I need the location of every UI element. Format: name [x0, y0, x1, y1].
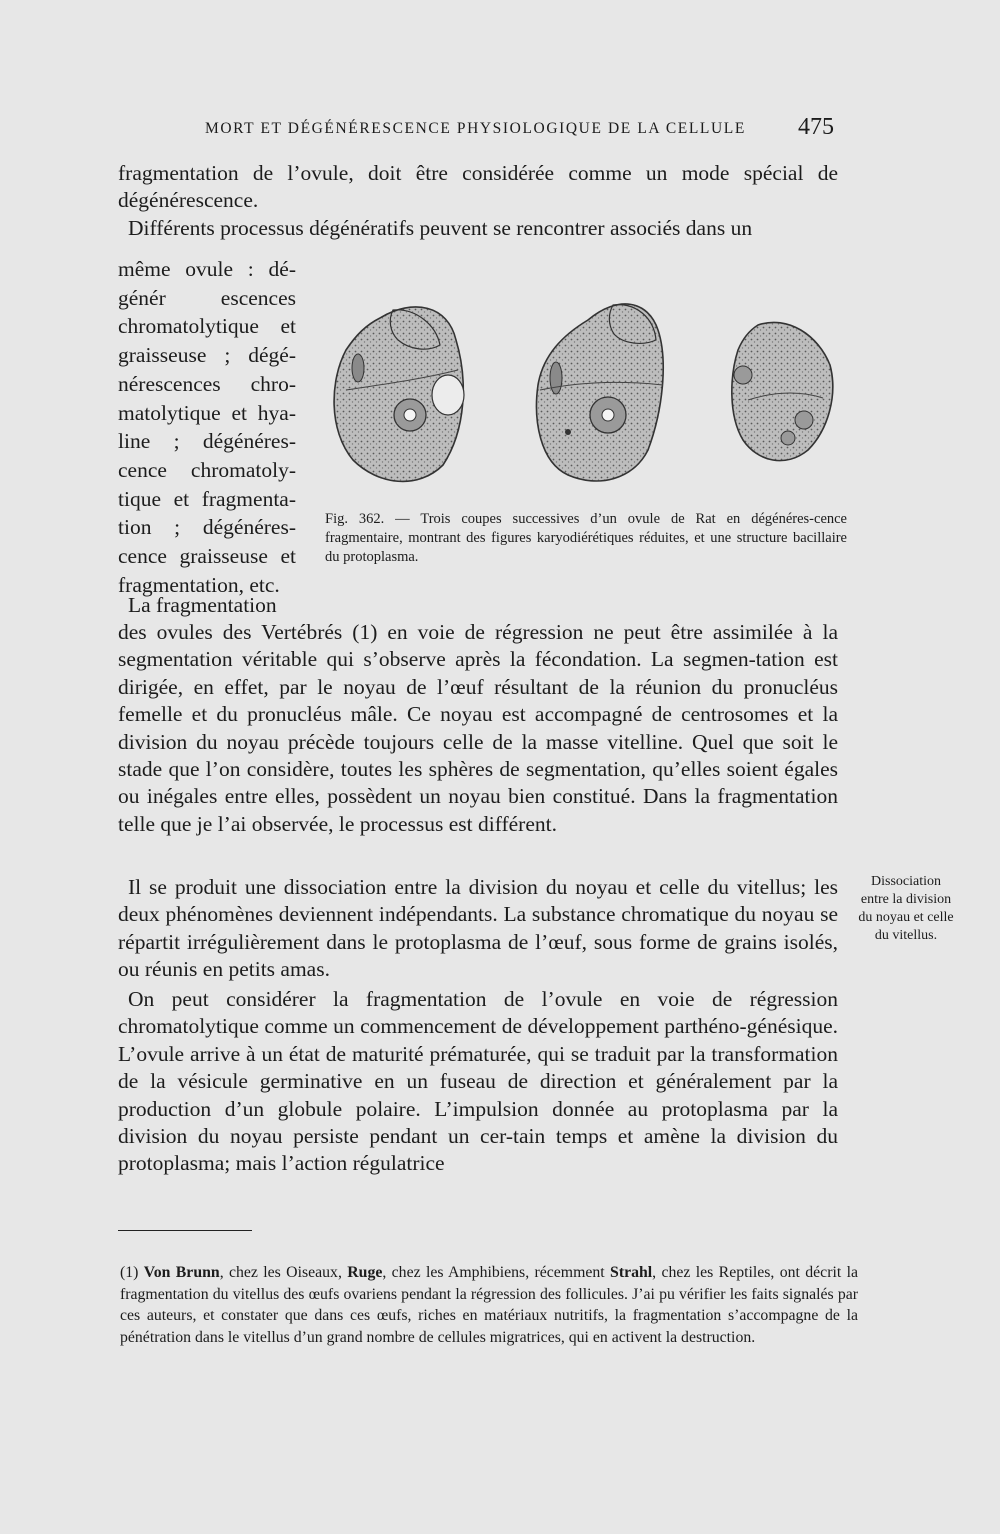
- paragraph-1: fragmentation de l’ovule, doit être considérée comme un mode spécial de dégénérescence.: [118, 161, 838, 213]
- footnote-author-strahl: Strahl: [610, 1264, 653, 1281]
- ovule-section-3: [732, 322, 833, 460]
- paragraph-3: des ovules des Vertébrés (1) en voie de régression ne peut être assimilée à la segmentation véritable qui s’observe après la fécondation. La segmen-tation est dirigée, en effet, par le noyau de l’œuf résultant de la réunion du pronucléus femelle et du pronucléus mâle. Ce noyau est accompagné de centrosomes et la division du noyau précède toujours celle de la masse vitelline. Quel que soit le stade que l’on considère, toutes les sphères de segmentation, qu’elles soient égales ou inégales entre elles, possèdent un noyau bien constitué. Dans la fragmentation telle que je l’ai observée, le processus est différent.: [118, 620, 838, 836]
- footnote-text-1: , chez les Oiseaux,: [219, 1264, 348, 1281]
- footnote-marker: (1): [120, 1264, 139, 1281]
- ovule-section-1: [334, 307, 464, 481]
- footnote-text-2: , chez les Amphibiens, récemment: [382, 1264, 611, 1281]
- figure-362: [318, 290, 848, 500]
- ovule-section-2: [537, 304, 664, 481]
- margin-note: Dissociation entre la division du noyau et celle du vitellus.: [858, 874, 954, 943]
- paragraph-2-intro: Différents processus dégénératifs peuvent se rencontrer associés dans un: [128, 216, 753, 240]
- paragraph-3-start: La fragmentation: [128, 593, 277, 617]
- footnote-text-3: , chez les Reptiles, ont décrit la fragmentation du vitellus des œufs ovariens pendant la régression des follicules. J’ai pu vérifier les faits signalés par ces auteurs, et constater que dans ces œufs, riches en matériaux nutritifs, la fragmentation s’accompagne de la pénétration dans le vitellus d’un grand nombre de cellules migratrices, qui en activent la destruction.: [120, 1264, 858, 1346]
- ovule-sections-illustration: [318, 290, 848, 500]
- footnote-separator: [118, 1230, 252, 1231]
- figure-caption: Fig. 362. — Trois coupes successives d’un ovule de Rat en dégénéres-cence fragmentaire, montrant des figures karyodiérétiques réduites, et une structure bacillaire du protoplasma.: [325, 511, 847, 565]
- footnote-author-von-brunn: Von Brunn: [143, 1264, 220, 1281]
- paragraph-5: On peut considérer la fragmentation de l’ovule en voie de régression chromatolytique comme un commencement de développement parthéno-génésique. L’ovule arrive à un état de maturité prématurée, qui se traduit par la transformation de la vésicule germinative en un fuseau de direction et généralement par la production d’un globule polaire. L’impulsion donnée au protoplasma par la division du noyau persiste pendant un cer-tain temps et amène la division du protoplasma; mais l’action régulatrice: [118, 987, 838, 1176]
- running-title: MORT ET DÉGÉNÉRESCENCE PHYSIOLOGIQUE DE LA CELLULE: [205, 120, 746, 137]
- footnote-author-ruge: Ruge: [347, 1264, 383, 1281]
- page-number: 475: [798, 114, 834, 140]
- paragraph-4: Il se produit une dissociation entre la division du noyau et celle du vitellus; les deux phénomènes deviennent indépendants. La substance chromatique du noyau se répartit irrégulièrement dans le protoplasma de l’œuf, sous forme de grains isolés, ou réunis en petits amas.: [118, 875, 838, 982]
- footnote: [120, 1262, 858, 1348]
- paragraph-2-narrow-column: même ovule : dé-génér escences chromatolytique et graisseuse ; dégé-nérescences chro-matolytique et hya-line ; dégénéres-cence chromatoly-tique et fragmenta-tion ; dégénéres-cence graisseuse et fragmentation, etc.: [118, 257, 296, 597]
